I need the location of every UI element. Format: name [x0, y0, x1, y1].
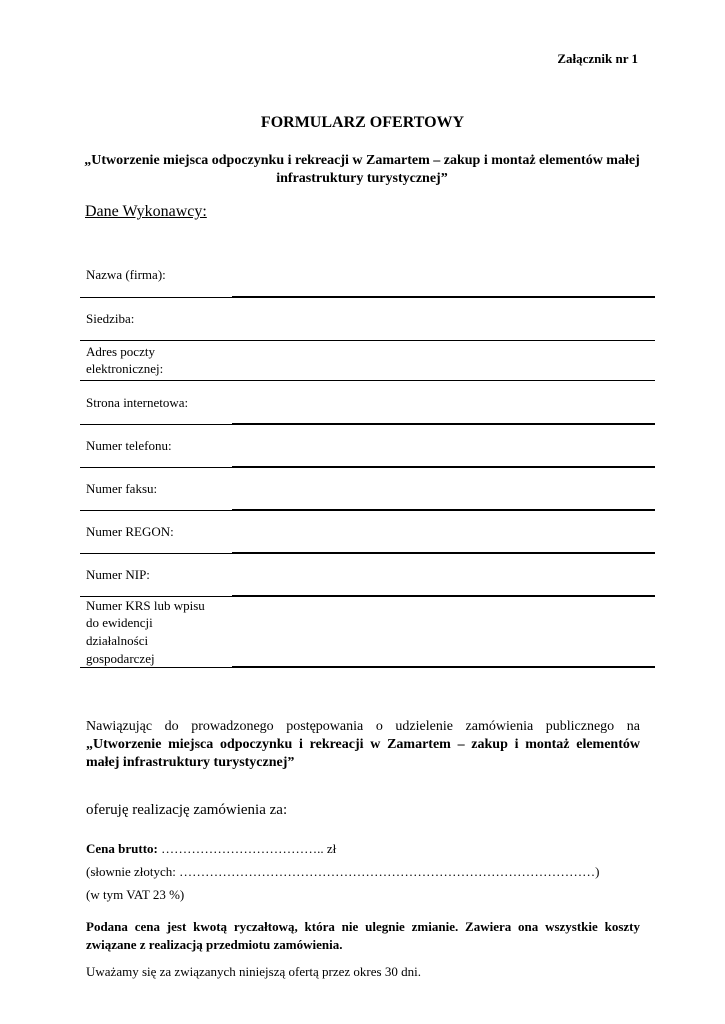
row-divider [80, 667, 655, 668]
label-krs-line-3: działalności [86, 633, 149, 648]
row-divider [80, 424, 655, 425]
row-divider [80, 553, 655, 554]
price-label: Cena brutto: [86, 841, 158, 856]
section-heading-contractor: Dane Wykonawcy: [85, 203, 207, 220]
document-subtitle: „Utworzenie miejsca odpoczynku i rekreacji w Zamartem – zakup i montaż elementów małej infrastruktury turystycznej” [84, 153, 640, 186]
label-company-name: Nazwa (firma): [86, 267, 166, 282]
label-fax: Numer faksu: [86, 481, 158, 496]
label-website: Strona internetowa: [86, 395, 189, 410]
intro-paragraph [86, 718, 640, 772]
intro-bold-text: „Utworzenie miejsca odpoczynku i rekreacji w Zamartem – zakup i montaż elementów małej infrastruktury turystycznej” [86, 737, 640, 770]
document-title: FORMULARZ OFERTOWY [260, 114, 465, 131]
label-krs-line-2: do ewidencji [86, 615, 153, 630]
row-divider [80, 596, 655, 597]
label-phone: Numer telefonu: [86, 438, 172, 453]
price-in-words[interactable]: (słownie złotych: ……………………………………………………………………………………) [86, 864, 600, 879]
vat-note: (w tym VAT 23 %) [86, 887, 185, 902]
row-divider [80, 380, 655, 381]
price-line [86, 841, 336, 857]
row-divider [80, 297, 655, 298]
lump-sum-note: Podana cena jest kwotą ryczałtową, która nie ulegnie zmianie. Zawiera ona wszystkie koszty związane z realizacją przedmiotu zamówienia. [86, 919, 640, 952]
label-seat: Siedziba: [86, 311, 135, 326]
intro-plain-text: Nawiązując do prowadzonego postępowania o udzielenie zamówienia publicznego na [86, 719, 640, 734]
label-regon: Numer REGON: [86, 524, 174, 539]
annex-label: Załącznik nr 1 [557, 51, 638, 66]
label-krs-line-1: Numer KRS lub wpisu [86, 598, 205, 613]
offer-validity-text: Uważamy się za związanych niniejszą ofertą przez okres 30 dni. [86, 964, 421, 979]
row-divider [80, 340, 655, 341]
offer-text: oferuję realizację zamówienia za: [86, 802, 288, 818]
price-input-dots[interactable]: ……………………………….. zł [157, 841, 337, 856]
label-nip: Numer NIP: [86, 567, 150, 582]
label-email-line-2: elektronicznej: [86, 361, 164, 376]
label-krs-line-4: gospodarczej [86, 651, 155, 666]
label-email-line-1: Adres poczty [86, 344, 155, 359]
row-divider [80, 510, 655, 511]
row-divider [80, 467, 655, 468]
